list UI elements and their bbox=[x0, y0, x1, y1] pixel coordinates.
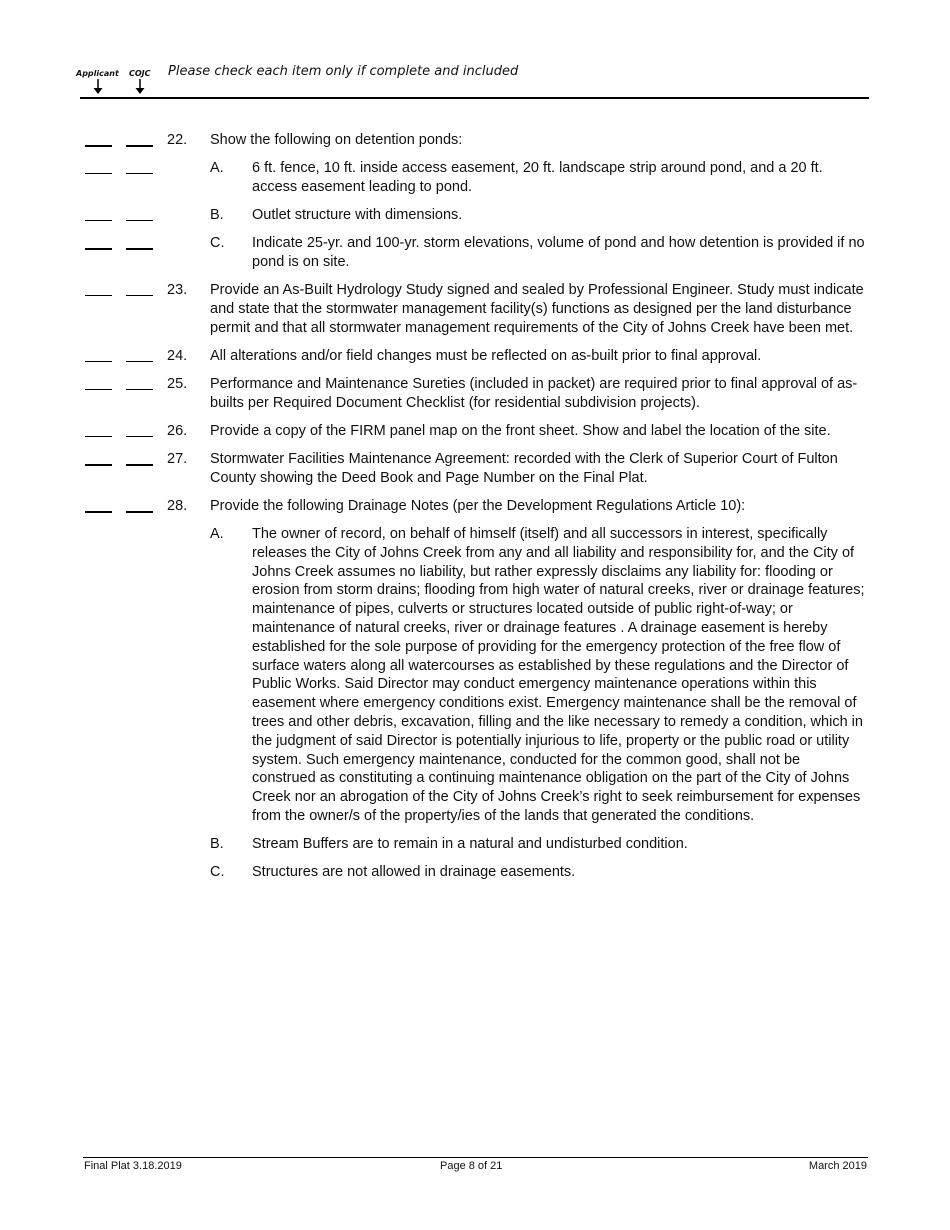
subitem-letter: B. bbox=[210, 835, 224, 852]
applicant-check-blank[interactable] bbox=[85, 248, 112, 250]
applicant-check-blank[interactable] bbox=[85, 389, 112, 390]
item-text: Performance and Maintenance Sureties (included in packet) are required prior to final approval of as-builts per Required Document Checklist (for residential subdivision projects). bbox=[210, 376, 858, 411]
checklist-item-26 bbox=[0, 422, 950, 441]
item-number: 26. bbox=[167, 423, 188, 439]
cojc-check-blank[interactable] bbox=[126, 436, 153, 437]
page-footer bbox=[0, 1157, 950, 1187]
cojc-check-blank[interactable] bbox=[126, 464, 153, 466]
item-text: Provide the following Drainage Notes (per the Development Regulations Article 10): bbox=[210, 498, 746, 514]
item-number: 24. bbox=[167, 348, 188, 364]
checklist-subitem-22b bbox=[0, 206, 950, 225]
applicant-check-blank[interactable] bbox=[85, 220, 112, 221]
down-arrow-icon bbox=[92, 79, 104, 95]
subitem-text: Indicate 25-yr. and 100-yr. storm elevations, volume of pond and how detention is provided if no pond is on site. bbox=[252, 235, 865, 270]
footer-divider bbox=[83, 1157, 868, 1158]
item-number: 23. bbox=[167, 282, 188, 298]
cojc-check-blank[interactable] bbox=[126, 220, 153, 221]
applicant-check-blank[interactable] bbox=[85, 511, 112, 513]
cojc-check-blank[interactable] bbox=[126, 295, 153, 296]
footer-page-number: Page 8 of 21 bbox=[440, 1160, 503, 1172]
checklist-item-28 bbox=[0, 497, 950, 516]
down-arrow-icon bbox=[134, 79, 146, 95]
page-header bbox=[0, 0, 950, 100]
item-number: 27. bbox=[167, 451, 188, 467]
cojc-check-blank[interactable] bbox=[126, 248, 153, 250]
checklist-item-25 bbox=[0, 375, 950, 413]
applicant-check-blank[interactable] bbox=[85, 464, 112, 466]
footer-date: March 2019 bbox=[808, 1160, 867, 1172]
checklist bbox=[0, 131, 950, 891]
subitem-letter: C. bbox=[210, 863, 225, 880]
item-number: 28. bbox=[167, 498, 188, 514]
subitem-letter: A. bbox=[210, 160, 224, 176]
checklist-subitem-22a bbox=[0, 159, 950, 197]
applicant-column-label: Applicant bbox=[76, 69, 119, 78]
drainage-note-b bbox=[0, 835, 950, 854]
item-text: All alterations and/or field changes must be reflected on as-built prior to final approval. bbox=[210, 348, 762, 364]
subitem-text: The owner of record, on behalf of himself (itself) and all successors in interest, specifically releases the City of Johns Creek from any and all liability and responsibility for, and the City of Johns Creek assumes no liability, but rather expressly disclaims any liability for: flooding or erosion from storm drains; flooding from high water of natural creeks, river or drainage features; maintenance of pipes, culverts or structures located outside of public right-of-way; or maintenance of natural creeks, river or drainage features . A drainage easement is hereby established for the sole purpose of providing for the emergency protection of the free flow of surface waters along all watercourses as established by these regulations and the Director of Public Works. Said Director may conduct emergency maintenance operations within this easement where emergency conditions exist. Emergency maintenance shall be the removal of trees and other debris, excavation, filling and the like necessary to remedy a condition, which in the judgment of said Director is potentially injurious to life, property or the public road or utility system. Such emergency maintenance, conducted for the common good, shall not be construed as constituting a continuing maintenance obligation on the part of the City of Johns Creek nor an abrogation of the City of Johns Creek’s right to seek reimbursement for expenses from the owner/s of the property/ies of the lands that generated the conditions. bbox=[252, 526, 865, 824]
item-text: Provide an As-Built Hydrology Study signed and sealed by Professional Engineer. Study must indicate and state that the stormwater management facility(s) functions as designed per the land disturbance permit and that all stormwater management requirements of the City of Johns Creek have been met. bbox=[210, 282, 864, 336]
subitem-text: Structures are not allowed in drainage easements. bbox=[252, 863, 576, 880]
footer-document-version: Final Plat 3.18.2019 bbox=[84, 1160, 182, 1172]
item-text: Stormwater Facilities Maintenance Agreement: recorded with the Clerk of Superior Court of Fulton County showing the Deed Book and Page Number on the Final Plat. bbox=[210, 451, 838, 486]
applicant-check-blank[interactable] bbox=[85, 436, 112, 437]
subitem-text: Outlet structure with dimensions. bbox=[252, 207, 463, 223]
item-number: 25. bbox=[167, 376, 188, 392]
checklist-instruction: Please check each item only if complete and included bbox=[168, 64, 519, 79]
checklist-subitem-22c bbox=[0, 234, 950, 272]
applicant-check-blank[interactable] bbox=[85, 361, 112, 362]
checklist-item-24 bbox=[0, 347, 950, 366]
item-number: 22. bbox=[167, 132, 188, 148]
header-divider bbox=[80, 97, 869, 99]
cojc-check-blank[interactable] bbox=[126, 173, 153, 174]
cojc-check-blank[interactable] bbox=[126, 389, 153, 390]
applicant-check-blank[interactable] bbox=[85, 295, 112, 296]
subitem-text: Stream Buffers are to remain in a natural and undisturbed condition. bbox=[252, 835, 688, 852]
subitem-letter: B. bbox=[210, 207, 224, 223]
cojc-check-blank[interactable] bbox=[126, 145, 153, 147]
item-text: Show the following on detention ponds: bbox=[210, 132, 463, 148]
checklist-item-23 bbox=[0, 281, 950, 338]
cojc-check-blank[interactable] bbox=[126, 511, 153, 513]
cojc-column-label: COJC bbox=[129, 69, 151, 78]
applicant-check-blank[interactable] bbox=[85, 173, 112, 174]
subitem-letter: A. bbox=[210, 526, 224, 542]
checklist-item-27 bbox=[0, 450, 950, 488]
subitem-text: 6 ft. fence, 10 ft. inside access easement, 20 ft. landscape strip around pond, and a 20 ft. access easement leading to pond. bbox=[252, 160, 823, 195]
applicant-check-blank[interactable] bbox=[85, 145, 112, 147]
item-text: Provide a copy of the FIRM panel map on the front sheet. Show and label the location of the site. bbox=[210, 423, 831, 439]
drainage-note-a bbox=[0, 525, 950, 826]
drainage-note-c bbox=[0, 863, 950, 882]
checklist-item-22 bbox=[0, 131, 950, 150]
subitem-letter: C. bbox=[210, 235, 225, 251]
cojc-check-blank[interactable] bbox=[126, 361, 153, 362]
